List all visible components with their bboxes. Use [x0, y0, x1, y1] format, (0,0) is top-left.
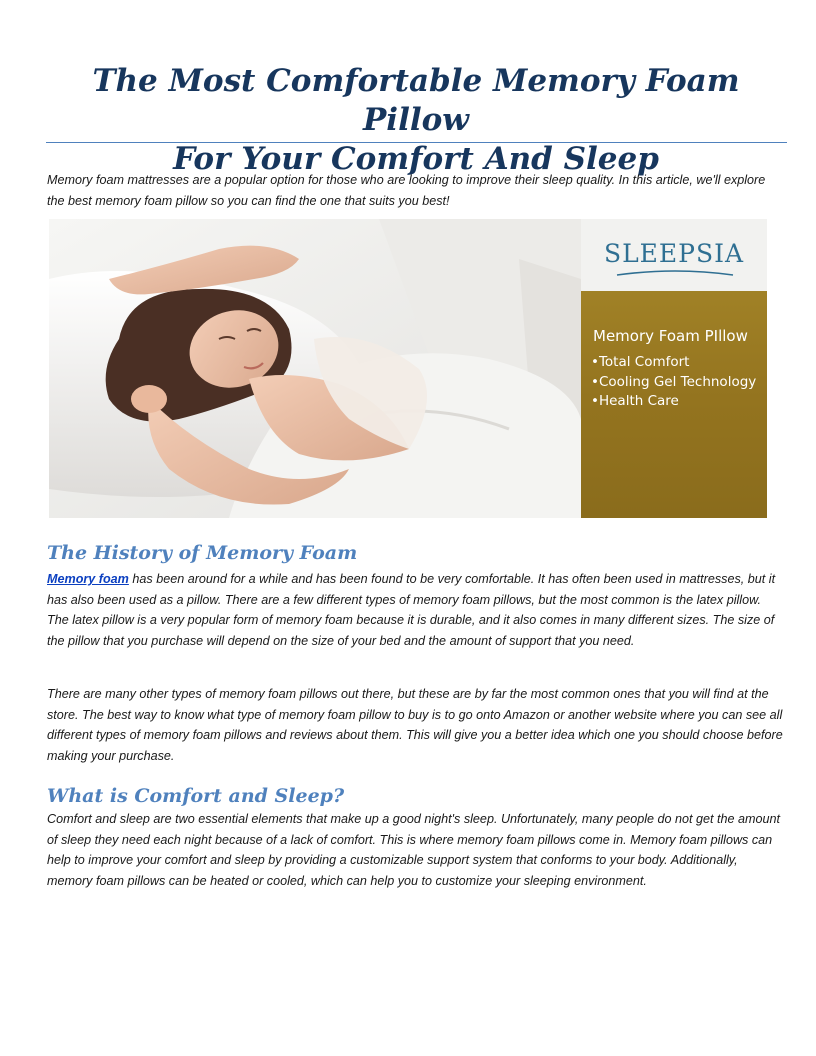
title-line-2: For Your Comfort And Sleep	[173, 141, 659, 177]
feature-item: •Cooling Gel Technology	[591, 373, 757, 390]
brand-logo: SLEEPSIA	[603, 239, 745, 268]
logo-swoosh-icon	[615, 269, 735, 279]
woman-on-pillow-photo	[49, 219, 581, 518]
title-underline	[46, 142, 787, 143]
intro-paragraph: Memory foam mattresses are a popular option for those who are looking to improve their sleep quality. In this article, we'll explore the best memory foam pillow so you can find the one that suits you best!	[47, 173, 766, 208]
history-paragraph-1-text: has been around for a while and has been found to be very comfortable. It has often been used in mattresses, but it has also been used as a pillow. There are a few different types of memory foam pillows, but the most common is the latex pillow. The latex pillow is a very popular form of memory foam because it is durable, and it also comes in many different sizes. The size of the pillow that you purchase will depend on the size of your bed and the amount of support that you need.	[47, 572, 776, 648]
feature-item: •Health Care	[591, 393, 679, 409]
brand-logo-area	[581, 219, 767, 291]
history-paragraph-1	[47, 569, 783, 651]
section-heading-history: The History of Memory Foam	[47, 542, 358, 564]
feature-list	[591, 353, 767, 412]
panel-heading: Memory Foam PIllow	[593, 327, 748, 345]
feature-item: •Total Comfort	[591, 354, 690, 370]
history-paragraph-2: There are many other types of memory foam pillows out there, but these are by far the most common ones that you will find at the store. The best way to know what type of memory foam pillow to buy is to go onto Amazon or another website where you can see all different types of memory foam pillows and reviews about them. This will give you a better idea which one you should choose before making your purchase.	[47, 687, 783, 763]
section-heading-comfort: What is Comfort and Sleep?	[47, 785, 345, 807]
hero-image	[49, 219, 767, 518]
brand-panel	[581, 219, 767, 518]
memory-foam-link[interactable]: Memory foam	[47, 572, 129, 586]
title-line-1: The Most Comfortable Memory Foam Pillow	[92, 63, 740, 138]
document-title	[46, 62, 786, 179]
comfort-paragraph: Comfort and sleep are two essential elements that make up a good night's sleep. Unfortunately, many people do not get the amount of sleep they need each night because of a lack of comfort. This is where memory foam pillows come in. Memory foam pillows can help to improve your comfort and sleep by providing a customizable support system that conforms to your body. Additionally, memory foam pillows can be heated or cooled, which can help you to customize your sleeping environment.	[47, 812, 781, 888]
